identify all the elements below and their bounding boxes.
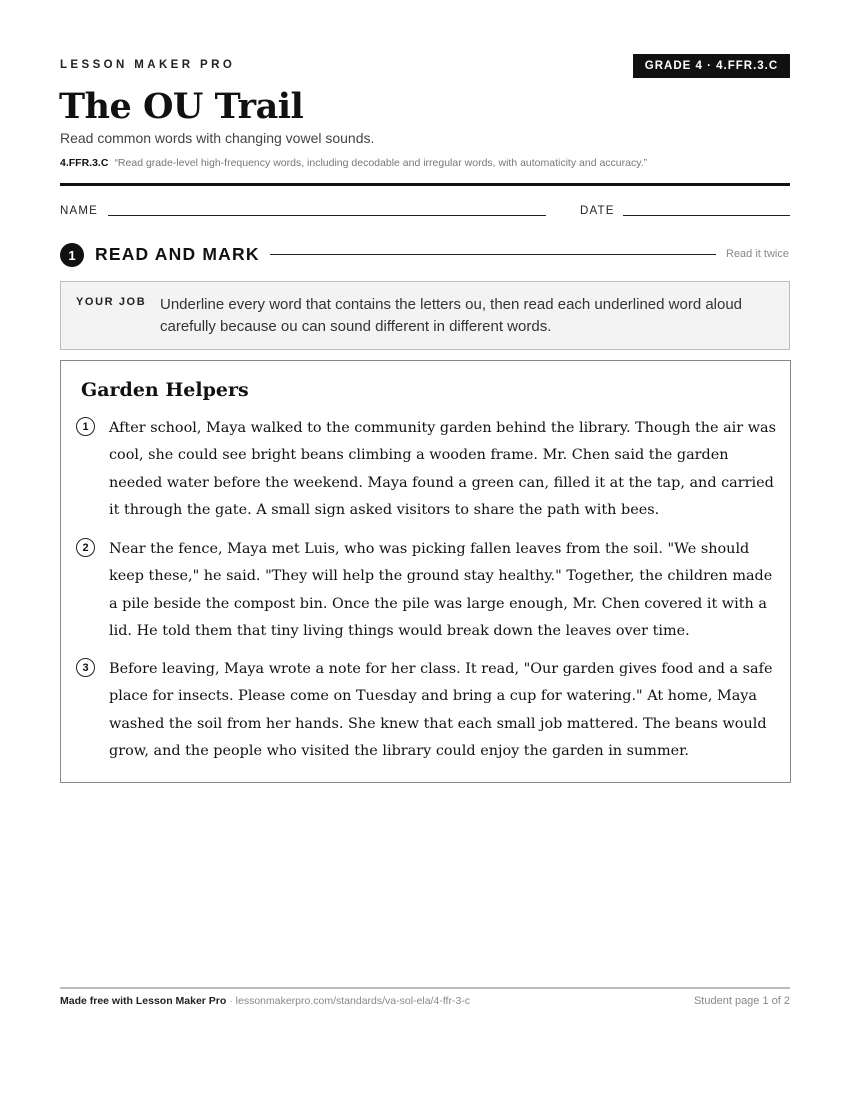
page-subtitle: Read common words with changing vowel sounds.	[60, 130, 375, 146]
grade-badge: GRADE 4 · 4.FFR.3.C	[633, 54, 790, 78]
job-label: YOUR JOB	[76, 296, 147, 308]
job-instructions-box	[60, 281, 790, 350]
date-field[interactable]	[623, 215, 790, 216]
page-title: The OU Trail	[59, 86, 304, 127]
date-label: DATE	[580, 205, 615, 217]
footer-credit	[60, 995, 470, 1007]
section-divider	[270, 254, 716, 255]
brand-name: LESSON MAKER PRO	[60, 59, 236, 71]
paragraph-number: 2	[76, 538, 95, 557]
header-divider	[60, 183, 790, 186]
paragraph-text[interactable]: Before leaving, Maya wrote a note for her class. It read, "Our garden gives food and a safe place for insects. Please come on Tuesday and bring a cup for watering." At home, Maya washed the soil from her hands. She knew that each small job mattered. The beans would grow, and the people who visited the library could enjoy the garden in summer.	[109, 661, 773, 759]
paragraph-number: 1	[76, 417, 95, 436]
standard-code: 4.FFR.3.C	[60, 157, 109, 169]
footer-page-number: Student page 1 of 2	[693, 995, 790, 1007]
name-field[interactable]	[108, 215, 546, 216]
footer-made-with: Made free with Lesson Maker Pro	[60, 995, 227, 1007]
job-text: Underline every word that contains the letters ou, then read each underlined word aloud carefully because ou can sound different in different words.	[160, 296, 743, 335]
footer-url[interactable]: · lessonmakerpro.com/standards/va-sol-ela/4-ffr-3-c	[226, 995, 471, 1007]
name-label: NAME	[60, 205, 99, 217]
footer-divider	[60, 987, 790, 989]
standard-text: “Read grade-level high-frequency words, including decodable and irregular words, with automaticity and accuracy.”	[114, 157, 648, 169]
section-number-badge: 1	[60, 243, 84, 267]
section-note: Read it twice	[726, 248, 789, 260]
paragraph-text[interactable]: Near the fence, Maya met Luis, who was picking fallen leaves from the soil. "We should keep these," he said. "They will help the ground stay healthy." Together, the children made a pile beside the compost bin. Once the pile was large enough, Mr. Chen covered it with a lid. He told them that tiny living things would break down the leaves over time.	[109, 541, 773, 639]
paragraph-text[interactable]: After school, Maya walked to the community garden behind the library. Though the air was cool, she could see bright beans climbing a wooden frame. Mr. Chen said the garden needed water before the weekend. Maya found a green can, filled it at the tap, and carried it through the gate. A small sign asked visitors to share the path with bees.	[109, 420, 777, 518]
passage-title: Garden Helpers	[81, 379, 249, 401]
reading-passage	[60, 360, 791, 783]
paragraph-number: 3	[76, 658, 95, 677]
section-title: READ AND MARK	[95, 244, 260, 264]
standard-line	[60, 157, 647, 169]
